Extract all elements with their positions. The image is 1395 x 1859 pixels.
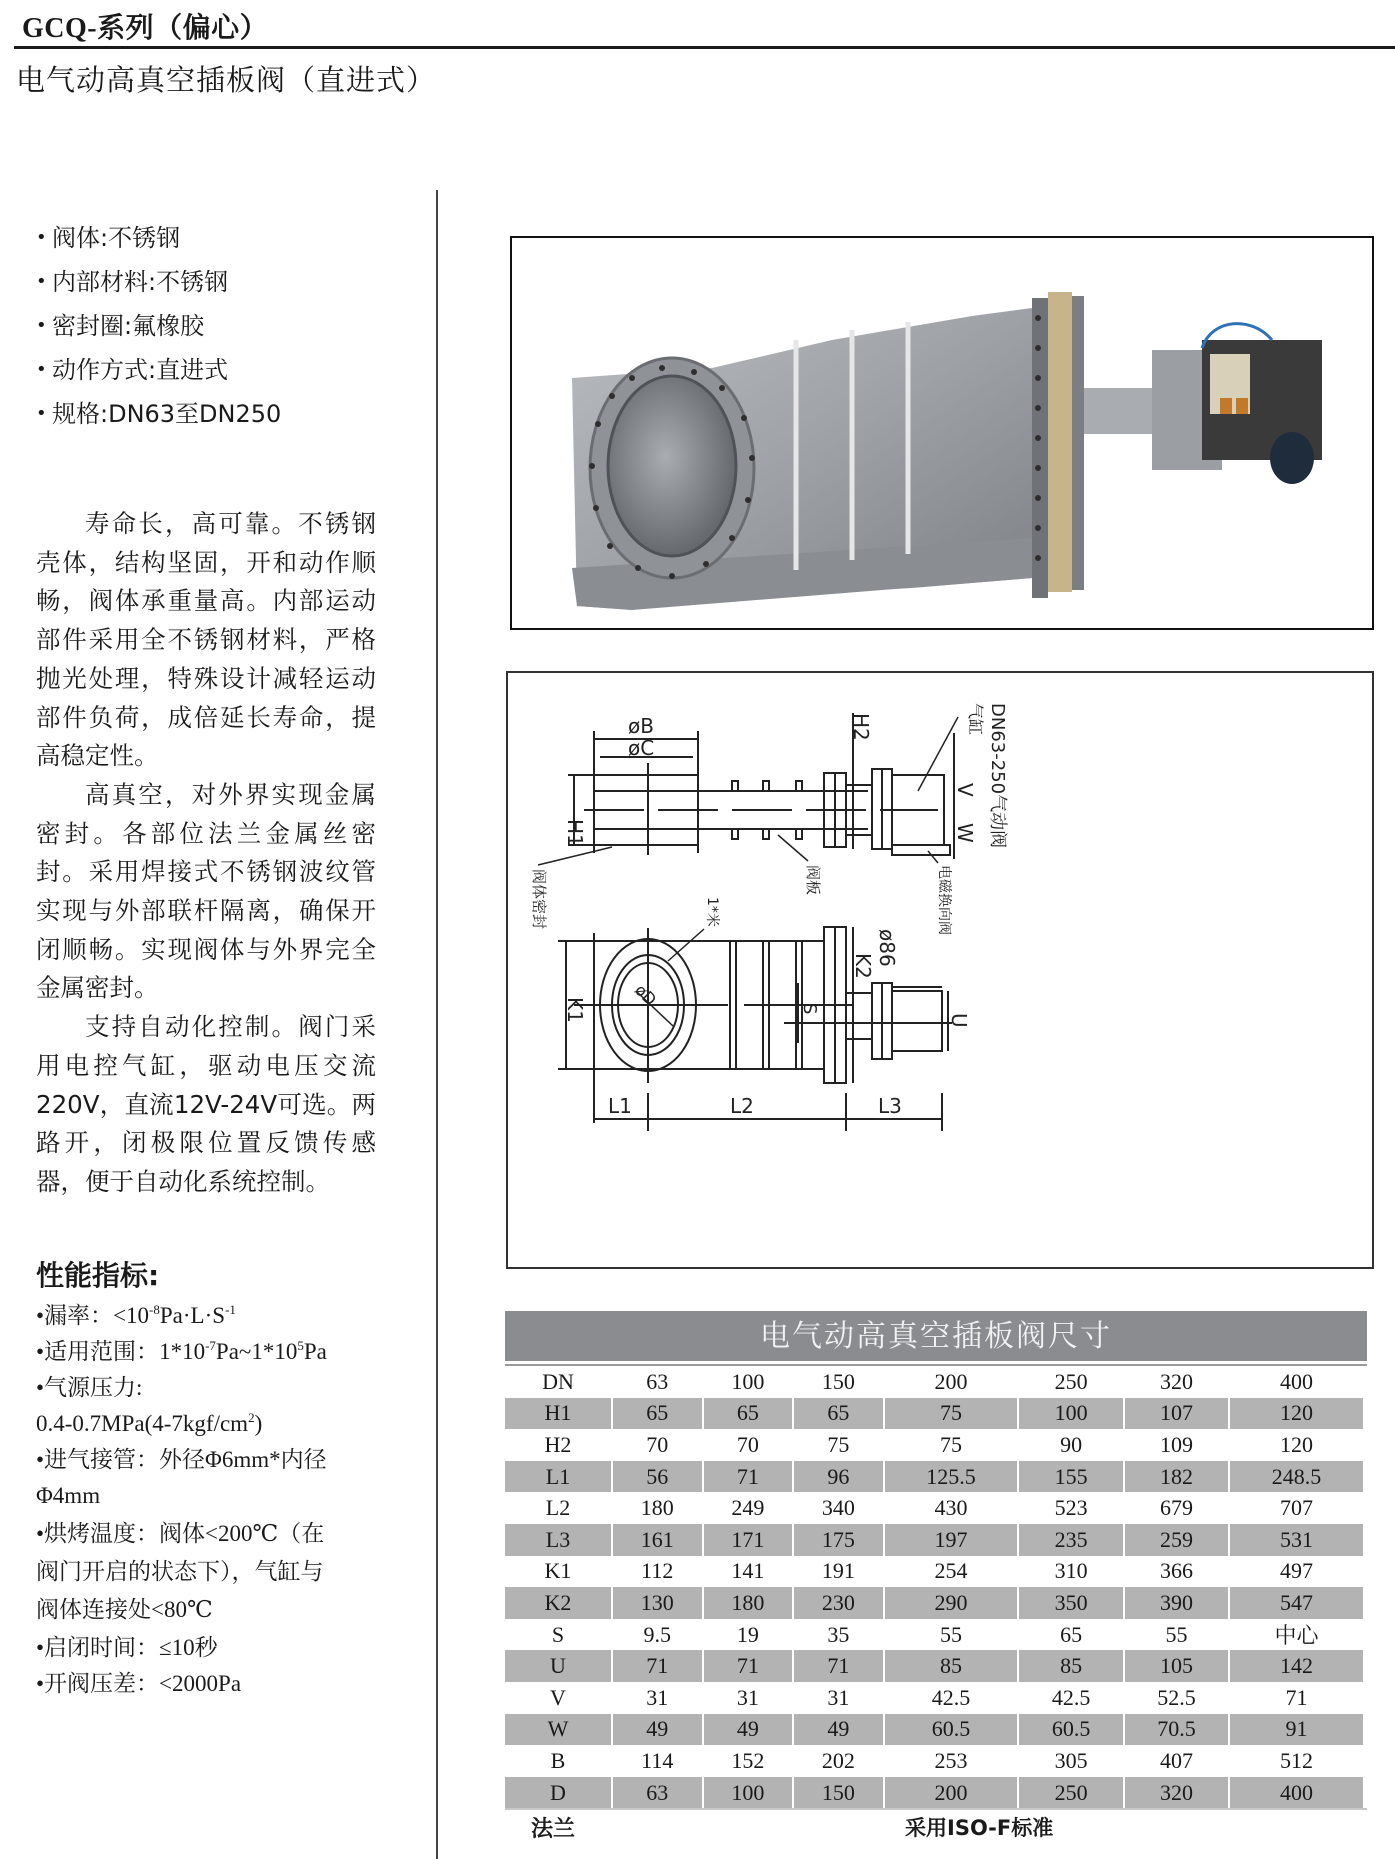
- table-cell: 31: [827, 1684, 850, 1710]
- series-title: GCQ-系列（偏心）: [22, 13, 269, 44]
- table-cell: 679: [1159, 1495, 1193, 1521]
- table-cell: 71: [704, 1461, 793, 1493]
- bullet-icon: •: [36, 271, 47, 292]
- table-cell: 320: [1159, 1368, 1193, 1394]
- table-cell: 65: [613, 1398, 702, 1430]
- row-key: L3: [505, 1524, 611, 1556]
- row-key: D: [505, 1777, 611, 1809]
- table-cell: 75: [885, 1398, 1018, 1430]
- table-row: [505, 1714, 1363, 1746]
- table-cell: 31: [736, 1684, 759, 1710]
- table-cell: 350: [1019, 1587, 1122, 1619]
- table-cell: 71: [1285, 1684, 1308, 1710]
- table-cell: 35: [827, 1621, 850, 1647]
- row-key: V: [550, 1684, 566, 1710]
- table-cell: 120: [1230, 1398, 1363, 1430]
- table-cell: 55: [940, 1621, 963, 1647]
- table-cell: 9.5: [643, 1621, 672, 1647]
- table-cell: 60.5: [1019, 1714, 1122, 1746]
- table-cell: 248.5: [1230, 1461, 1363, 1493]
- dim-label-H2: H2: [849, 713, 873, 741]
- table-cell: 100: [704, 1777, 793, 1809]
- table-row: [505, 1429, 1363, 1461]
- table-cell: 175: [794, 1524, 883, 1556]
- description-paragraph: 高真空，对外界实现金属密封。各部位法兰金属丝密封。采用焊接式不锈钢波纹管实现与外部联杆隔离，确保开闭顺畅。实现阀体与外界完全金属密封。: [36, 779, 376, 1003]
- dim-label-S: S: [799, 1003, 820, 1015]
- table-cell: 400: [1280, 1368, 1314, 1394]
- table-row: [505, 1461, 1363, 1493]
- column-divider: [436, 190, 438, 1859]
- table-cell: 202: [821, 1747, 855, 1773]
- table-cell: 70.5: [1125, 1714, 1228, 1746]
- table-cell: 150: [821, 1368, 855, 1394]
- table-cell: 400: [1230, 1777, 1363, 1809]
- table-cell: 707: [1280, 1495, 1314, 1521]
- dimensions-table: [505, 1311, 1367, 1848]
- table-cell: 407: [1159, 1747, 1193, 1773]
- table-cell: 305: [1054, 1747, 1088, 1773]
- perf-inlet: •进气接管：外径Φ6mm*内径: [36, 1447, 327, 1472]
- table-cell: 100: [731, 1368, 765, 1394]
- callout-cylinder: 气缸: [966, 703, 985, 736]
- table-cell: 75: [940, 1431, 963, 1457]
- row-key: K2: [505, 1587, 611, 1619]
- perf-bake-cont: 阀体连接处<80℃: [36, 1597, 213, 1622]
- header-divider: [14, 46, 1395, 49]
- row-key: B: [550, 1747, 566, 1773]
- row-key: K1: [544, 1558, 572, 1584]
- row-key: W: [505, 1714, 611, 1746]
- product-title: 电气动高真空插板阀（直进式）: [16, 63, 437, 97]
- product-photo: [510, 236, 1374, 630]
- table-cell: 49: [613, 1714, 702, 1746]
- table-cell: 340: [821, 1495, 855, 1521]
- dimension-drawing: [506, 671, 1374, 1269]
- performance-heading: 性能指标:: [36, 1259, 160, 1292]
- table-row: [505, 1682, 1363, 1714]
- table-cell: 71: [794, 1650, 883, 1682]
- table-row: [505, 1398, 1363, 1430]
- table-cell: 75: [827, 1431, 850, 1457]
- table-cell: 65: [704, 1398, 793, 1430]
- table-cell: 142: [1230, 1650, 1363, 1682]
- dim-label-K2: K2: [851, 953, 875, 979]
- table-cell: 100: [1019, 1398, 1122, 1430]
- perf-close-time: •启闭时间：≤10秒: [36, 1635, 218, 1660]
- table-cell: 71: [704, 1650, 793, 1682]
- table-cell: 42.5: [931, 1684, 971, 1710]
- perf-inlet-cont: Φ4mm: [36, 1483, 101, 1508]
- row-key: H2: [544, 1431, 572, 1457]
- table-cell: 141: [731, 1558, 765, 1584]
- row-key: H1: [505, 1398, 611, 1430]
- row-key: S: [551, 1621, 565, 1647]
- dim-label-B: øB: [628, 714, 654, 738]
- table-row: [505, 1777, 1363, 1809]
- table-cell: 114: [641, 1747, 674, 1773]
- table-row: [505, 1366, 1363, 1398]
- row-key: L2: [545, 1495, 571, 1521]
- table-cell: 65: [1060, 1621, 1083, 1647]
- feature-item: • 动作方式:直进式: [36, 348, 281, 392]
- feature-list: [36, 216, 281, 436]
- table-cell: 200: [885, 1777, 1018, 1809]
- bullet-icon: •: [36, 227, 47, 248]
- table-cell: 366: [1159, 1558, 1193, 1584]
- table-cell: 120: [1280, 1431, 1314, 1457]
- table-footer: [505, 1808, 1367, 1848]
- table-cell: 49: [704, 1714, 793, 1746]
- table-cell: 19: [736, 1621, 759, 1647]
- table-cell: 180: [640, 1495, 674, 1521]
- table-cell: 52.5: [1157, 1684, 1196, 1710]
- table-cell: 90: [1060, 1431, 1083, 1457]
- perf-bake-cont: 阀门开启的状态下），气缸与: [36, 1559, 324, 1584]
- table-cell: 105: [1125, 1650, 1228, 1682]
- description: [36, 505, 376, 1202]
- table-cell: 42.5: [1051, 1684, 1091, 1710]
- table-cell: 320: [1125, 1777, 1228, 1809]
- table-cell: 249: [731, 1495, 765, 1521]
- table-title: 电气动高真空插板阀尺寸: [505, 1311, 1367, 1364]
- footer-divider: [505, 1808, 1367, 1810]
- table-cell: 125.5: [885, 1461, 1018, 1493]
- table-cell: 180: [704, 1587, 793, 1619]
- table-cell: 31: [646, 1684, 669, 1710]
- perf-air-pressure-value: $0.4-0.7MPa(4-7kgf/cm^2)$: [36, 1410, 263, 1436]
- dimension-drawing-svg: [508, 673, 1372, 1267]
- perf-range: •适用范围：$1*10^{-7}Pa\sim 1*10^5Pa$: [36, 1338, 327, 1364]
- model-label: DN63-250气动阀: [987, 703, 1008, 849]
- footer-value: 采用ISO-F标准: [905, 1816, 1054, 1841]
- table-row: [505, 1492, 1363, 1524]
- dim-label-L1: L1: [608, 1094, 632, 1118]
- dim-label-U: U: [947, 1013, 971, 1028]
- bullet-icon: •: [36, 403, 47, 424]
- perf-leak-rate: •漏率：$<10^{-8}Pa\cdot L\cdot S^{-1}$: [36, 1302, 236, 1328]
- table-cell: 512: [1280, 1747, 1314, 1773]
- table-row: [505, 1524, 1363, 1556]
- table-cell: 60.5: [885, 1714, 1018, 1746]
- dim-label-V: V: [953, 783, 977, 797]
- table-cell: 65: [794, 1398, 883, 1430]
- table-row: [505, 1745, 1363, 1777]
- description-paragraph: 寿命长，高可靠。不锈钢壳体，结构坚固，开和动作顺畅，阀体承重量高。内部运动部件采用全不锈钢材料，严格抛光处理，特殊设计减轻运动部件负荷，成倍延长寿命，提高稳定性。: [36, 509, 376, 771]
- table-cell: 230: [794, 1587, 883, 1619]
- table-cell: 250: [1019, 1777, 1122, 1809]
- table-cell: 63: [613, 1777, 702, 1809]
- row-key: L1: [505, 1461, 611, 1493]
- table-cell: 70: [736, 1431, 759, 1457]
- table-cell: 253: [934, 1747, 968, 1773]
- table-cell: 197: [885, 1524, 1018, 1556]
- table-cell: 49: [794, 1714, 883, 1746]
- bullet-icon: •: [36, 315, 47, 336]
- table-cell: 531: [1230, 1524, 1363, 1556]
- table-cell: 中心: [1274, 1623, 1319, 1649]
- perf-air-pressure-label: •气源压力:: [36, 1375, 143, 1400]
- table-cell: 497: [1280, 1558, 1314, 1584]
- dim-label-C: øC: [628, 736, 655, 760]
- table-cell: 55: [1165, 1621, 1188, 1647]
- footer-key: 法兰: [531, 1817, 576, 1843]
- callout-solenoid: 电磁换向阀: [936, 865, 952, 935]
- table-cell: 250: [1054, 1368, 1088, 1394]
- table-cell: 191: [821, 1558, 855, 1584]
- dim-label-W: W: [953, 823, 977, 843]
- table-cell: 547: [1230, 1587, 1363, 1619]
- feature-item: • 密封圈:氟橡胶: [36, 304, 281, 348]
- table-cell: 109: [1159, 1431, 1193, 1457]
- dim-label-phi86: ø86: [875, 929, 899, 967]
- table-cell: 152: [731, 1747, 765, 1773]
- table-cell: 171: [704, 1524, 793, 1556]
- table-cell: 254: [934, 1558, 968, 1584]
- table-cell: 161: [613, 1524, 702, 1556]
- table-cell: 71: [613, 1650, 702, 1682]
- perf-bake: •烘烤温度：阀体<200℃（在: [36, 1521, 325, 1546]
- table-cell: 63: [646, 1368, 669, 1394]
- table-cell: 290: [885, 1587, 1018, 1619]
- row-key: U: [505, 1650, 611, 1682]
- table-cell: 96: [794, 1461, 883, 1493]
- table-cell: 85: [885, 1650, 1018, 1682]
- table-cell: 150: [794, 1777, 883, 1809]
- dim-label-L3: L3: [878, 1094, 902, 1118]
- dim-label-H1: H1: [563, 819, 587, 847]
- description-paragraph: 支持自动化控制。阀门采用电控气缸，驱动电压交流220V，直流12V-24V可选。两路开，闭极限位置反馈传感器，便于自动化系统控制。: [36, 1012, 376, 1196]
- feature-item: • 内部材料:不锈钢: [36, 260, 281, 304]
- table-cell: 70: [646, 1431, 669, 1457]
- table-cell: 200: [934, 1368, 968, 1394]
- table-row: [505, 1587, 1363, 1619]
- table-row: [505, 1556, 1363, 1588]
- table-cell: 259: [1125, 1524, 1228, 1556]
- perf-open-diff: •开阀压差：<2000Pa: [36, 1671, 242, 1696]
- dim-label-K1: K1: [563, 997, 587, 1023]
- performance-list: [36, 1298, 396, 1702]
- table-row: [505, 1619, 1363, 1651]
- table-cell: 390: [1125, 1587, 1228, 1619]
- dim-label-L2: L2: [730, 1094, 754, 1118]
- table-cell: 56: [613, 1461, 702, 1493]
- table-row: [505, 1650, 1363, 1682]
- feature-item: • 阀体:不锈钢: [36, 216, 281, 260]
- table-cell: 130: [613, 1587, 702, 1619]
- gate-valve-illustration: [512, 238, 1372, 628]
- dim-label-D: øD: [631, 980, 661, 1010]
- table-cell: 182: [1125, 1461, 1228, 1493]
- table-cell: 523: [1054, 1495, 1088, 1521]
- table-cell: 430: [934, 1495, 968, 1521]
- callout-plate: 阀板: [804, 865, 822, 896]
- row-key: DN: [542, 1368, 574, 1394]
- table-cell: 85: [1019, 1650, 1122, 1682]
- table-cell: 112: [641, 1558, 674, 1584]
- dimensions-grid: [503, 1366, 1365, 1808]
- callout-flange-bolt: 1*米: [704, 897, 720, 927]
- feature-item: • 规格:DN63至DN250: [36, 392, 281, 436]
- table-cell: 91: [1230, 1714, 1363, 1746]
- bullet-icon: •: [36, 359, 47, 380]
- callout-seal: 阀体密封: [530, 869, 548, 930]
- table-cell: 107: [1125, 1398, 1228, 1430]
- table-cell: 310: [1054, 1558, 1088, 1584]
- table-cell: 235: [1019, 1524, 1122, 1556]
- table-cell: 155: [1019, 1461, 1122, 1493]
